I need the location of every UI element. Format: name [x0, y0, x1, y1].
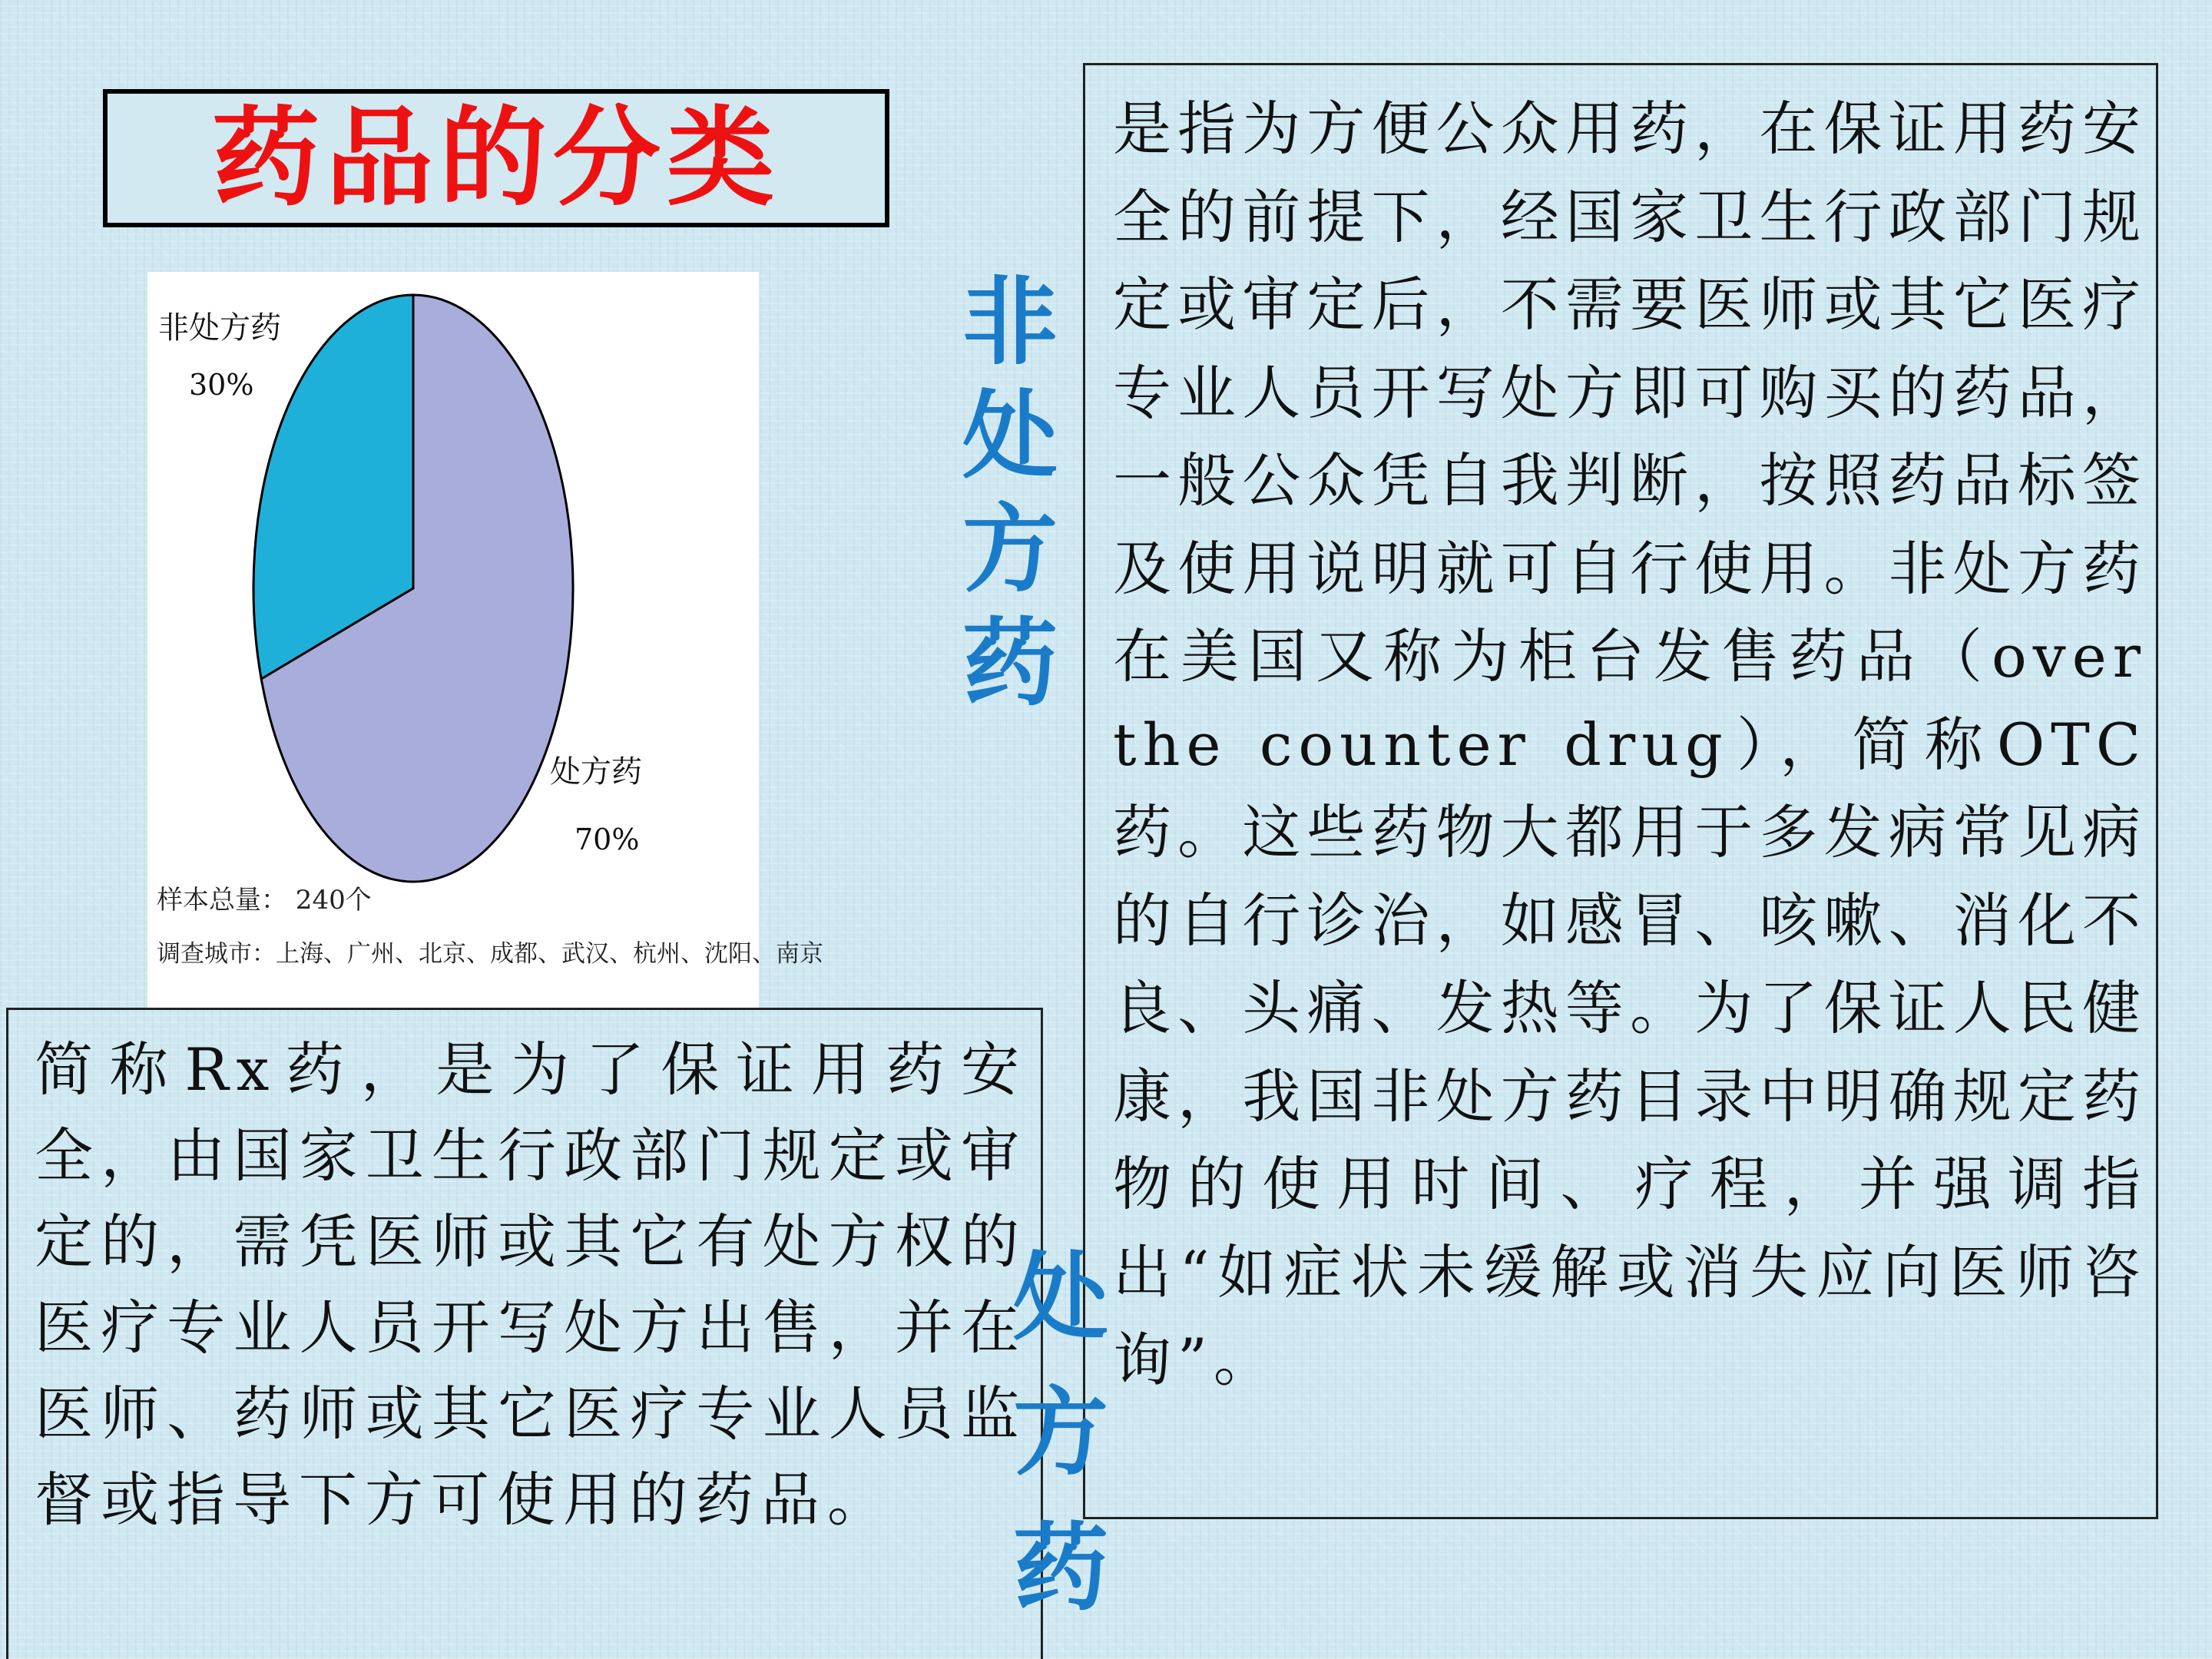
otc-side-char: 方	[962, 494, 1058, 605]
page-title: 药品的分类	[211, 95, 780, 221]
title-box	[103, 89, 889, 227]
otc-side-char: 药	[962, 608, 1058, 719]
slice-percent-rx: 70%	[575, 823, 640, 856]
slice-percent-otc: 30%	[189, 368, 254, 402]
rx-side-char: 药	[1012, 1512, 1108, 1624]
pie-chart-panel	[147, 272, 823, 1008]
otc-side-char: 非	[962, 267, 1058, 378]
rx-side-label	[1011, 1242, 1111, 1656]
slice-label-otc: 非处方药	[158, 310, 281, 346]
rx-description-text: 简称Rx药，是为了保证用药安全，由国家卫生行政部门规定或审定的，需凭医师或其它有处方权的医疗专业人员开写处方出售，并在医师、药师或其它医疗专业人员监督或指导下方可使用的药品。	[35, 1035, 1027, 1534]
otc-side-label	[960, 267, 1060, 730]
rx-description-box	[6, 1008, 1043, 1659]
rx-side-char: 处	[1012, 1242, 1108, 1353]
rx-side-char: 方	[1012, 1377, 1108, 1488]
chart-note-cities: 调查城市：上海、广州、北京、成都、武汉、杭州、沈阳、南京	[157, 940, 823, 968]
slice-label-rx: 处方药	[550, 754, 642, 790]
otc-side-char: 处	[962, 380, 1058, 492]
otc-description-text: 是指为方便公众用药，在保证用药安全的前提下，经国家卫生行政部门规定或审定后，不需要医师或其它医疗专业人员开写处方即可购买的药品，一般公众凭自我判断，按照药品标签及使用说明就可自行使用。非处方药在美国又称为柜台发售药品（over the counter drug），简称OTC药。这些药物大都用于多发病常见病的自行诊治，如感冒、咳嗽、消化不良、头痛、发热等。为了保证人民健康，我国非处方药目录中明确规定药物的使用时间、疗程，并强调指出“如症状未缓解或消失应向医师咨询”。	[1113, 94, 2147, 1394]
chart-note-sample-size: 样本总量： 240个	[157, 885, 372, 916]
otc-description-box	[1083, 63, 2158, 1519]
